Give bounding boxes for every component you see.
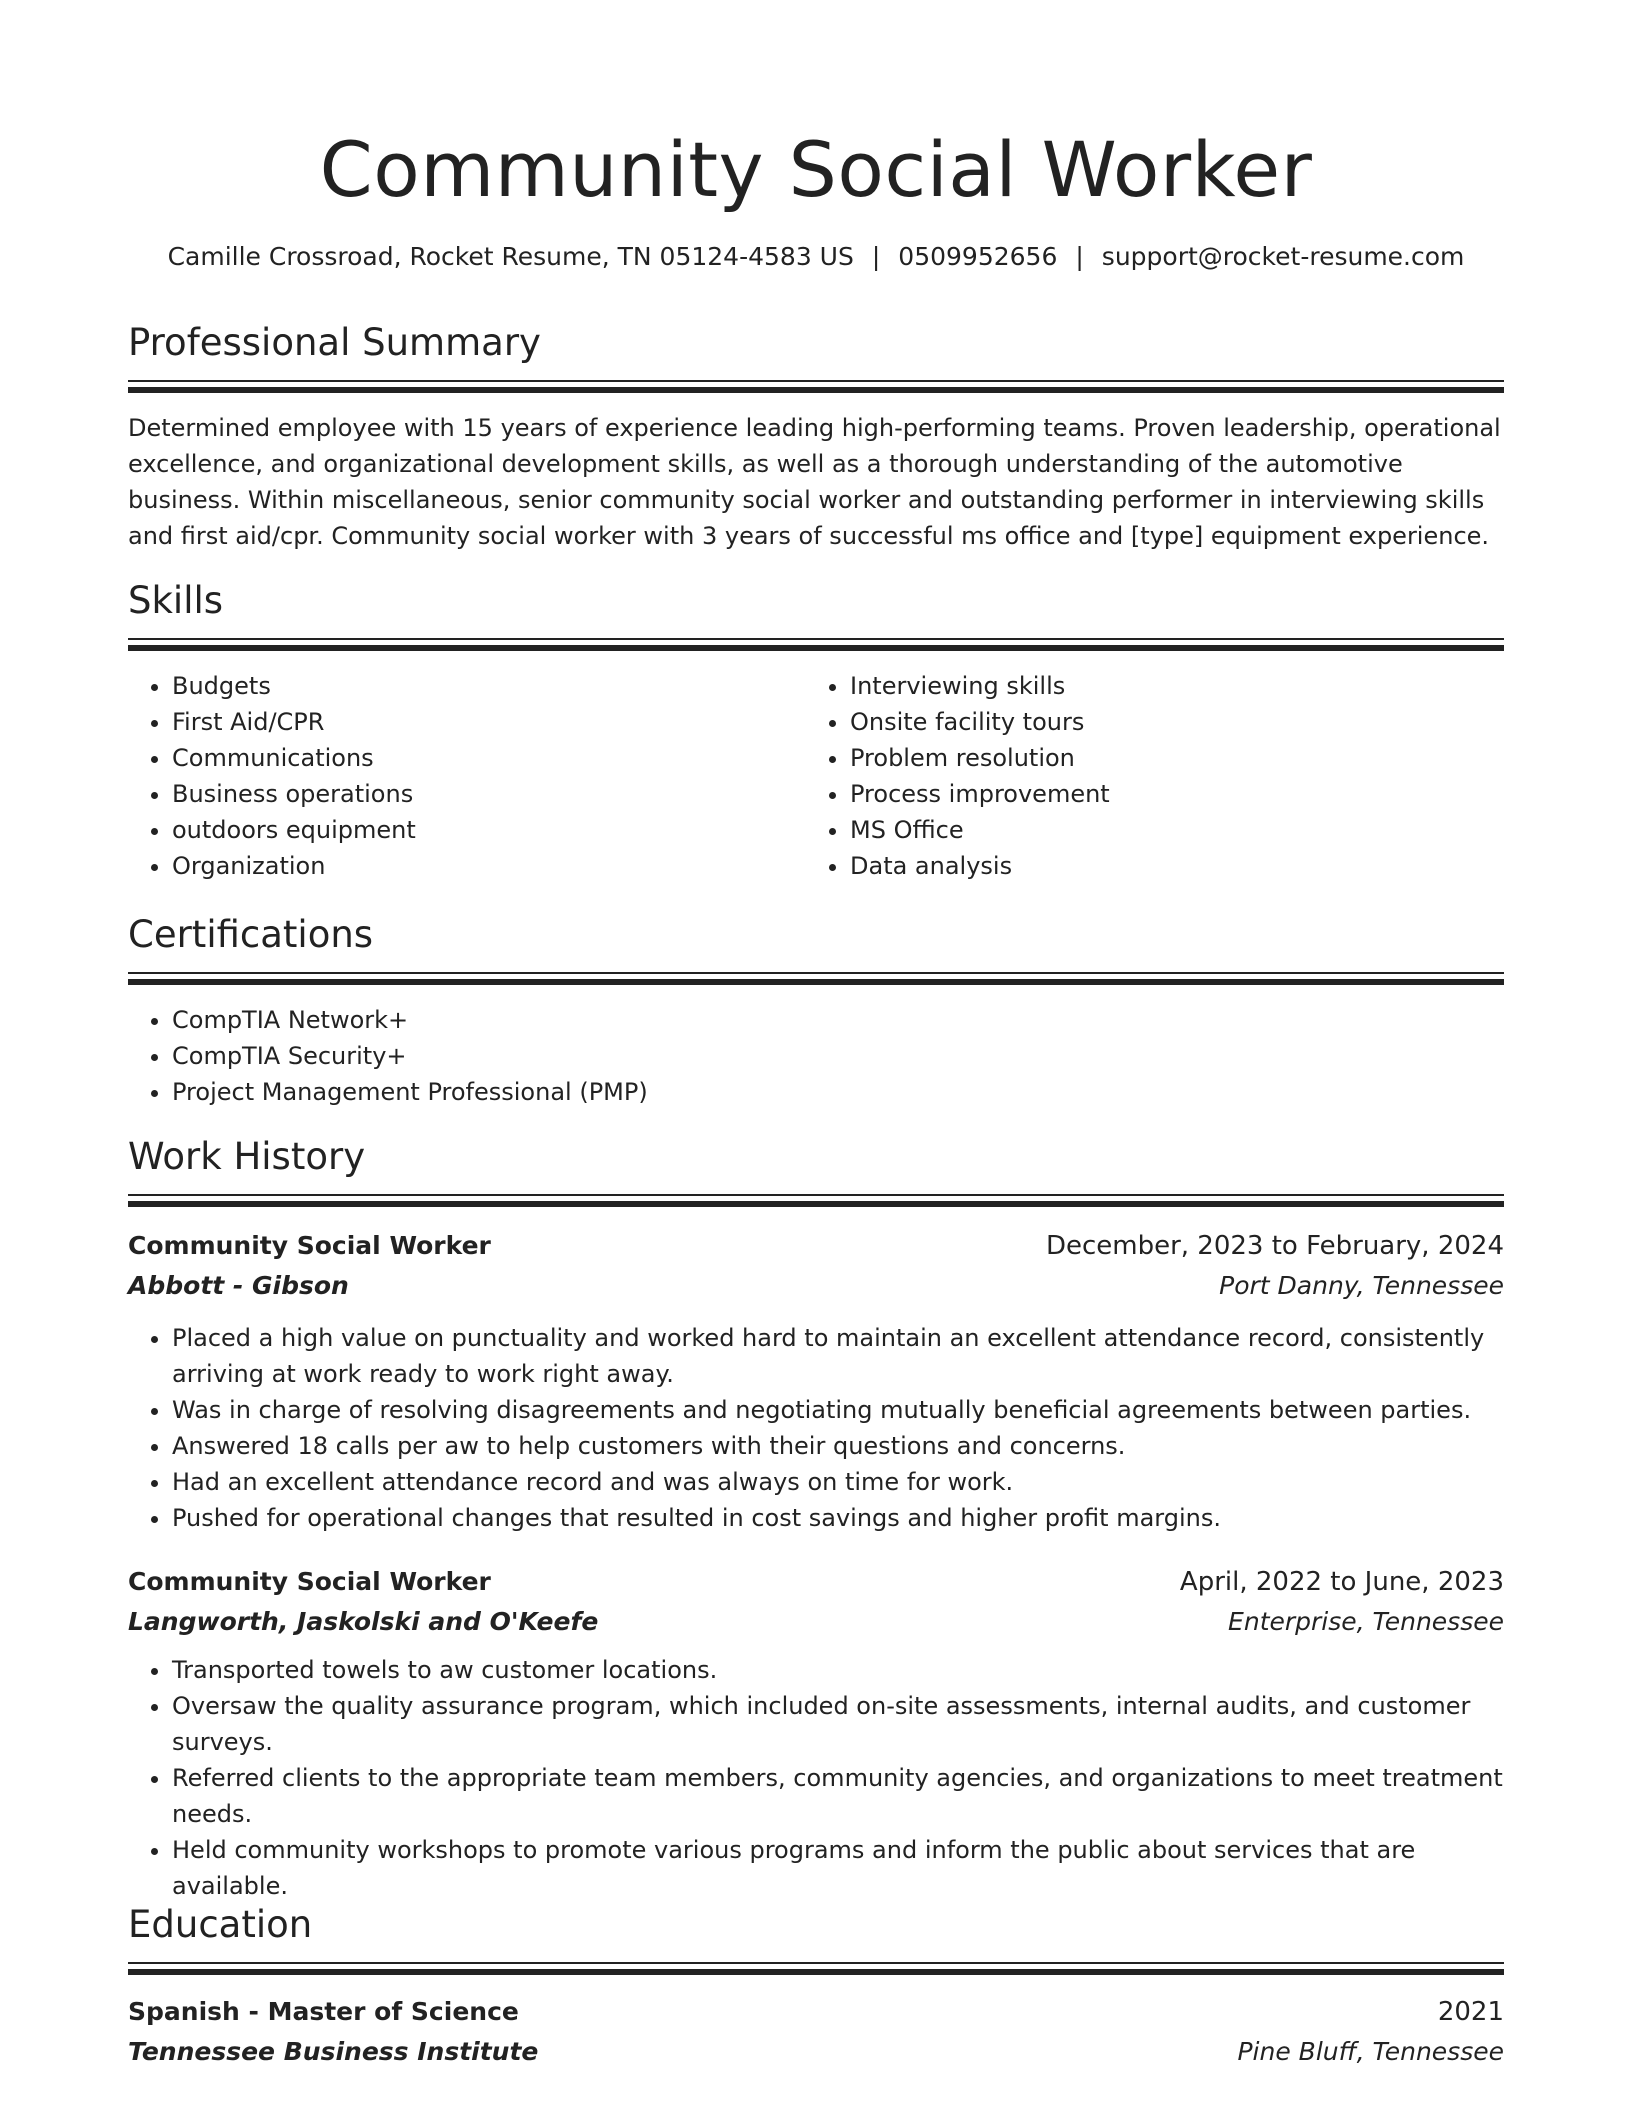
summary-section	[128, 318, 1504, 554]
job-bullet: • Pushed for operational changes that resulted in cost savings and higher profit margins.	[172, 1500, 1504, 1536]
skill-item: • Business operations	[172, 776, 806, 812]
contact-phone: 0509952656	[898, 242, 1058, 271]
education-entry	[128, 1992, 1504, 2072]
section-divider	[128, 1962, 1504, 1976]
section-divider	[128, 380, 1504, 394]
work-history-section	[128, 1132, 1504, 1904]
section-divider	[128, 638, 1504, 652]
summary-text: Determined employee with 15 years of experience leading high-performing teams. Proven leadership, operational excellence, and organizational development skills, as well as a thorough understanding of the automotive business. Within miscellaneous, senior community social worker and outstanding performer in interviewing skills and first aid/cpr. Community social worker with 3 years of successful ms office and [type] equipment experience.	[128, 414, 1501, 550]
job-bullet: • Transported towels to aw customer locations.	[172, 1652, 1504, 1688]
job-bullets	[128, 1320, 1504, 1536]
certifications-list	[128, 1002, 1504, 1110]
skill-item: • Problem resolution	[850, 740, 1484, 776]
skill-item: • First Aid/CPR	[172, 704, 806, 740]
job-header	[128, 1226, 1504, 1266]
education-school: Tennessee Business Institute	[128, 2037, 539, 2066]
job-bullet: • Held community workshops to promote various programs and inform the public about services that are available.	[172, 1832, 1504, 1904]
skill-item: • Organization	[172, 848, 806, 884]
section-heading: Certifications	[128, 913, 374, 956]
job-dates: December, 2023 to February, 2024	[1045, 1231, 1504, 1261]
job-title: Community Social Worker	[128, 1567, 491, 1596]
section-heading: Education	[128, 1903, 313, 1946]
section-divider	[128, 1194, 1504, 1208]
job-entry	[128, 1226, 1504, 1536]
job-header	[128, 1562, 1504, 1602]
contact-address: Camille Crossroad, Rocket Resume, TN 05124-4583 US	[167, 242, 854, 271]
contact-separator: |	[871, 242, 881, 271]
section-heading: Work History	[128, 1135, 366, 1178]
job-subheader	[128, 1602, 1504, 1642]
job-bullet: • Was in charge of resolving disagreements and negotiating mutually beneficial agreements between parties.	[172, 1392, 1504, 1428]
job-bullet: • Placed a high value on punctuality and worked hard to maintain an excellent attendance record, consistently arriving at work ready to work right away.	[172, 1320, 1504, 1392]
job-bullet: • Referred clients to the appropriate team members, community agencies, and organizations to meet treatment needs.	[172, 1760, 1504, 1832]
skills-list-left	[128, 668, 806, 884]
job-company: Abbott - Gibson	[128, 1271, 349, 1300]
section-heading: Professional Summary	[128, 321, 541, 364]
education-degree: Spanish - Master of Science	[128, 1997, 519, 2026]
education-header	[128, 1992, 1504, 2032]
section-divider	[128, 972, 1504, 986]
education-section	[128, 1900, 1504, 2072]
contact-email: support@rocket-resume.com	[1101, 242, 1465, 271]
job-dates: April, 2022 to June, 2023	[1179, 1567, 1504, 1597]
education-year: 2021	[1437, 1997, 1504, 2027]
job-bullets	[128, 1652, 1504, 1904]
certification-item: • CompTIA Security+	[172, 1038, 1504, 1074]
education-subheader	[128, 2032, 1504, 2072]
skill-item: • Communications	[172, 740, 806, 776]
job-subheader	[128, 1266, 1504, 1306]
job-bullet: • Oversaw the quality assurance program, which included on-site assessments, internal audits, and customer surveys.	[172, 1688, 1504, 1760]
job-bullet: • Had an excellent attendance record and was always on time for work.	[172, 1464, 1504, 1500]
education-location: Pine Bluff, Tennessee	[1237, 2037, 1504, 2066]
job-location: Enterprise, Tennessee	[1228, 1607, 1504, 1636]
resume-title: Community Social Worker	[319, 125, 1313, 214]
skill-item: • Onsite facility tours	[850, 704, 1484, 740]
skill-item: • Interviewing skills	[850, 668, 1484, 704]
job-location: Port Danny, Tennessee	[1219, 1271, 1504, 1300]
skill-item: • outdoors equipment	[172, 812, 806, 848]
skills-section	[128, 576, 1504, 884]
job-company: Langworth, Jaskolski and O'Keefe	[128, 1607, 599, 1636]
skills-columns	[128, 668, 1504, 884]
job-title: Community Social Worker	[128, 1231, 491, 1260]
job-bullet: • Answered 18 calls per aw to help customers with their questions and concerns.	[172, 1428, 1504, 1464]
certifications-section	[128, 910, 1504, 1110]
skill-item: • Data analysis	[850, 848, 1484, 884]
certification-item: • CompTIA Network+	[172, 1002, 1504, 1038]
section-heading: Skills	[128, 579, 224, 622]
contact-separator: |	[1075, 242, 1084, 271]
skill-item: • Budgets	[172, 668, 806, 704]
skill-item: • Process improvement	[850, 776, 1484, 812]
certification-item: • Project Management Professional (PMP)	[172, 1074, 1504, 1110]
job-entry	[128, 1562, 1504, 1904]
skills-list-right	[806, 668, 1484, 884]
contact-line	[128, 238, 1504, 276]
skill-item: • MS Office	[850, 812, 1484, 848]
